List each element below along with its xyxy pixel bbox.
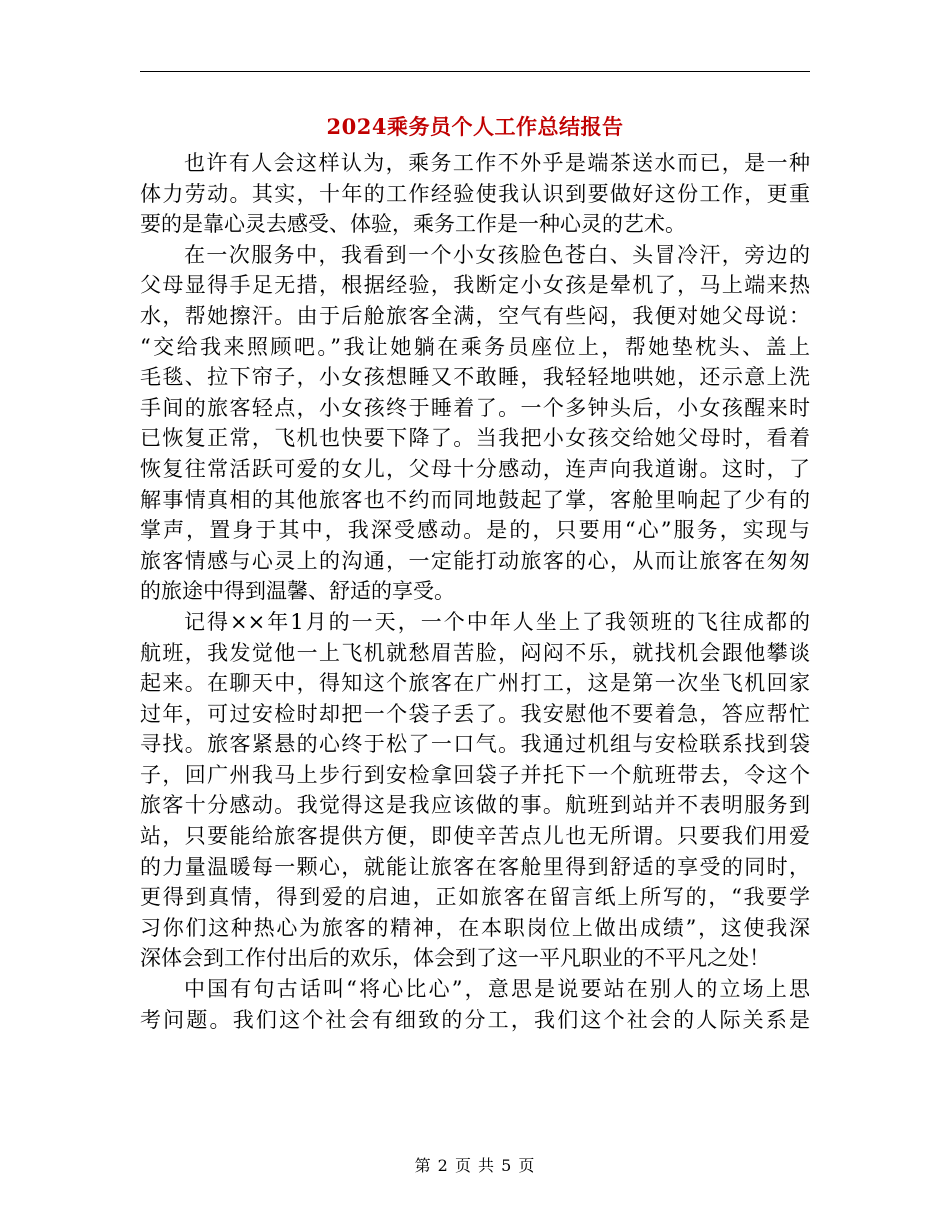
text-line: 考问题。我们这个社会有细致的分工，我们这个社会的人际关系是 [140, 1007, 810, 1032]
document-body [140, 148, 810, 1035]
text-line: 毛毯、拉下帘子，小女孩想睡又不敢睡，我轻轻地哄她，还示意上洗 [140, 365, 810, 390]
text-line: “交给我来照顾吧。”我让她躺在乘务员座位上，帮她垫枕头、盖上 [140, 334, 810, 359]
text-line: 旅客十分感动。我觉得这是我应该做的事。航班到站并不表明服务到 [140, 793, 810, 818]
text-line: 起来。在聊天中，得知这个旅客在广州打工，这是第一次坐飞机回家 [140, 671, 810, 696]
text-line: 航班，我发觉他一上飞机就愁眉苦脸，闷闷不乐，就找机会跟他攀谈 [140, 640, 810, 665]
text-line: 寻找。旅客紧悬的心终于松了一口气。我通过机组与安检联系找到袋 [140, 732, 810, 757]
text-line: 站，只要能给旅客提供方便，即使辛苦点儿也无所谓。只要我们用爱 [140, 824, 810, 849]
paragraph-1 [140, 148, 810, 240]
text-line: 的旅途中得到温馨、舒适的享受。 [140, 579, 455, 604]
text-line: 旅客情感与心灵上的沟通，一定能打动旅客的心，从而让旅客在匆匆 [140, 548, 810, 573]
text-line: 习你们这种热心为旅客的精神，在本职岗位上做出成绩”，这使我深 [140, 915, 810, 940]
text-line: 更得到真情，得到爱的启迪，正如旅客在留言纸上所写的，“我要学 [140, 885, 810, 910]
text-line: 深体会到工作付出后的欢乐，体会到了这一平凡职业的不平凡之处！ [140, 946, 770, 971]
paragraph-4 [140, 974, 810, 1035]
paragraph-2 [140, 240, 810, 607]
text-line: 已恢复正常，飞机也快要下降了。当我把小女孩交给她父母时，看着 [140, 426, 810, 451]
text-line: 父母显得手足无措，根据经验，我断定小女孩是晕机了，马上端来热 [140, 273, 810, 298]
text-line: 中国有句古话叫“将心比心”，意思是说要站在别人的立场上思 [184, 977, 810, 1002]
page-number: 第 2 页 共 5 页 [414, 1156, 536, 1175]
text-line: 记得××年1月的一天，一个中年人坐上了我领班的飞往成都的 [184, 609, 810, 634]
text-line: 也许有人会这样认为，乘务工作不外乎是端茶送水而已，是一种 [184, 151, 810, 175]
text-line: 体力劳动。其实，十年的工作经验使我认识到要做好这份工作，更重 [140, 181, 810, 206]
text-line: 子，回广州我马上步行到安检拿回袋子并托下一个航班带去，令这个 [140, 762, 810, 787]
text-line: 要的是靠心灵去感受、体验，乘务工作是一种心灵的艺术。 [140, 212, 686, 237]
text-line: 水，帮她擦汗。由于后舱旅客全满，空气有些闷，我便对她父母说： [140, 303, 810, 328]
text-line: 过年，可过安检时却把一个袋子丢了。我安慰他不要着急，答应帮忙 [140, 701, 810, 726]
text-line: 手间的旅客轻点，小女孩终于睡着了。一个多钟头后，小女孩醒来时 [140, 395, 810, 420]
document-title: 2024乘务员个人工作总结报告 [326, 114, 624, 139]
text-line: 在一次服务中，我看到一个小女孩脸色苍白、头冒冷汗，旁边的 [184, 242, 810, 267]
paragraph-3 [140, 607, 810, 974]
text-line: 掌声，置身于其中，我深受感动。是的，只要用“心”服务，实现与 [140, 518, 810, 543]
header-rule [140, 71, 810, 72]
text-line: 的力量温暖每一颗心，就能让旅客在客舱里得到舒适的享受的同时， [140, 854, 810, 879]
text-line: 解事情真相的其他旅客也不约而同地鼓起了掌，客舱里响起了少有的 [140, 487, 810, 512]
text-line: 恢复往常活跃可爱的女儿，父母十分感动，连声向我道谢。这时，了 [140, 456, 810, 481]
